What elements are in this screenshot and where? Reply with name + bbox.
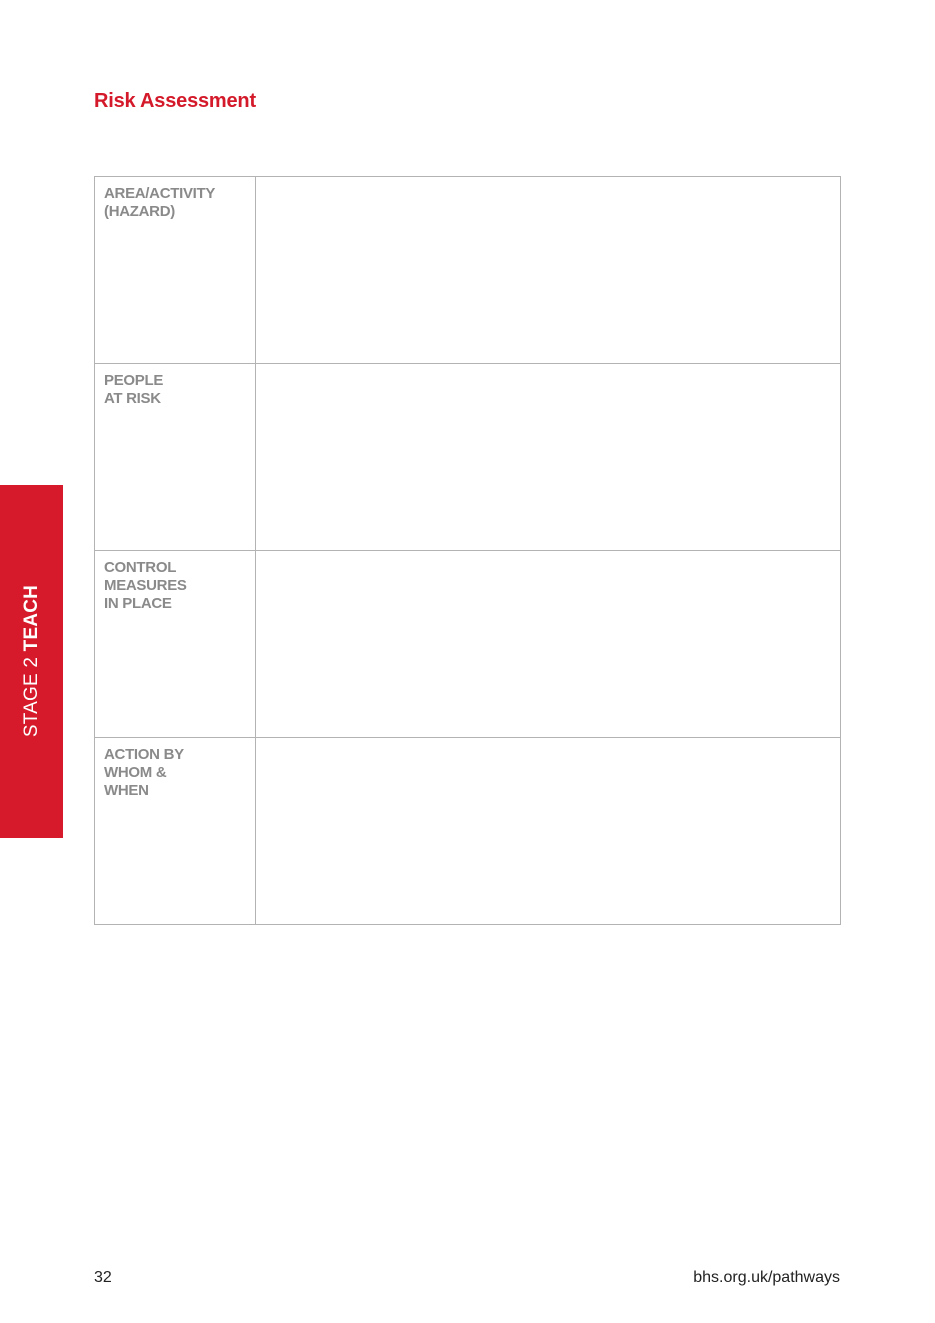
side-tab-label: [21, 585, 43, 737]
risk-assessment-table: [94, 176, 841, 925]
page-number: 32: [94, 1269, 112, 1286]
row-label-cell: [95, 738, 256, 925]
row-label-cell: [95, 364, 256, 551]
page-title: Risk Assessment: [94, 90, 256, 112]
side-tab-teach-text: TEACH: [21, 584, 42, 652]
entry-field-people-at-risk[interactable]: [256, 364, 841, 551]
row-label-cell: [95, 551, 256, 738]
row-label-people-at-risk: PEOPLE AT RISK: [104, 372, 164, 407]
side-tab-stage-text: STAGE 2: [21, 651, 42, 738]
table-row-action-by: [95, 738, 841, 925]
entry-field-action-by[interactable]: [256, 738, 841, 925]
footer-url: bhs.org.uk/pathways: [693, 1269, 840, 1286]
row-label-control-measures: CONTROL MEASURES IN PLACE: [104, 559, 187, 612]
entry-field-area-activity[interactable]: [256, 177, 841, 364]
row-label-action-by: ACTION BY WHOM & WHEN: [104, 746, 184, 799]
row-label-area-activity: AREA/ACTIVITY (HAZARD): [104, 185, 216, 220]
entry-field-control-measures[interactable]: [256, 551, 841, 738]
row-label-cell: [95, 177, 256, 364]
table-row-control-measures: [95, 551, 841, 738]
table-row-area-activity: [95, 177, 841, 364]
table-row-people-at-risk: [95, 364, 841, 551]
stage-side-tab: [0, 485, 63, 838]
